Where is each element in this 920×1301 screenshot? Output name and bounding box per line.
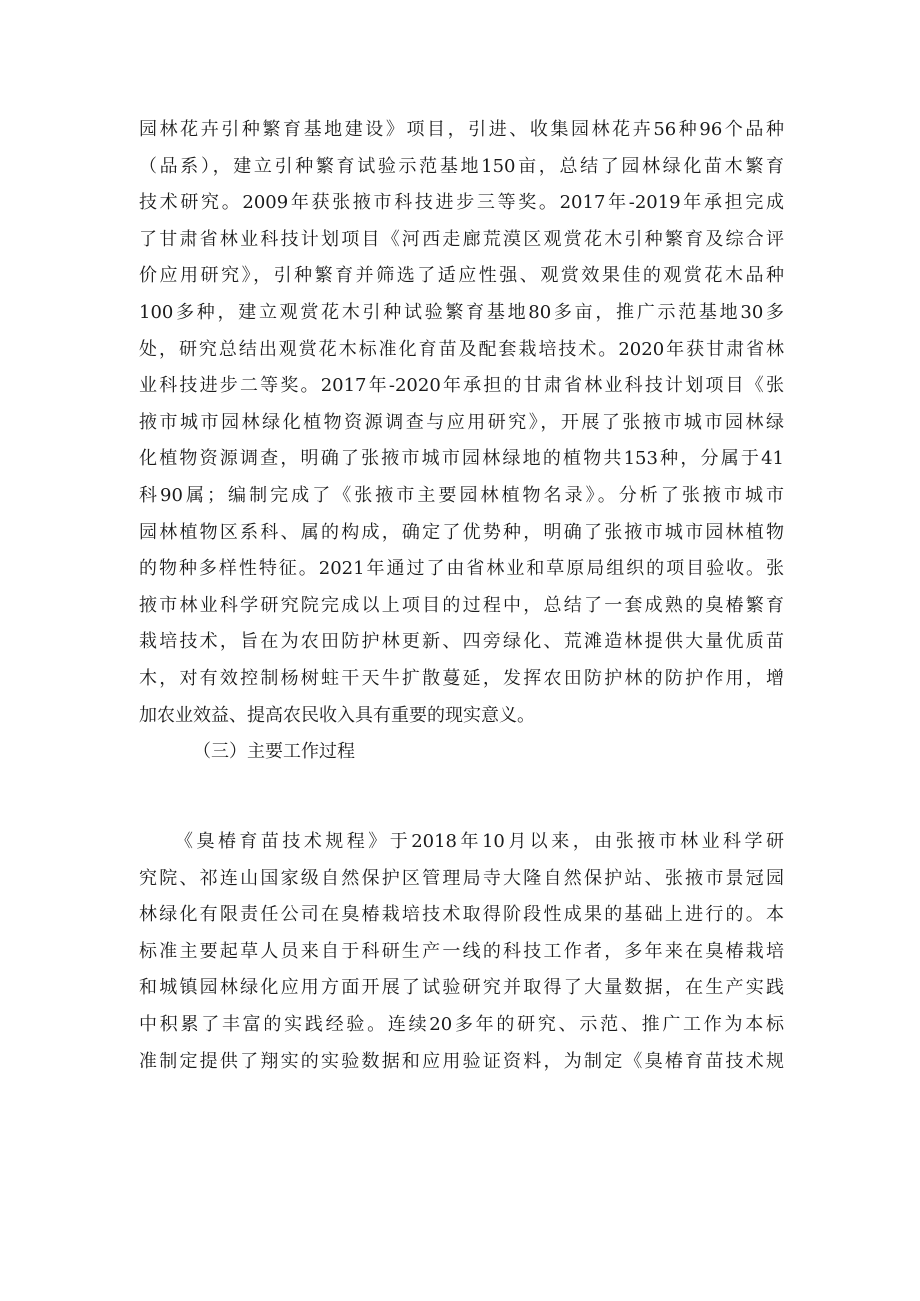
paragraph-line: 木，对有效控制杨树蛀干天牛扩散蔓延，发挥农田防护林的防护作用，增 <box>139 667 784 689</box>
paragraph-line: 加农业效益、提高农民收入具有重要的现实意义。 <box>139 704 535 726</box>
paragraph-line: 的物种多样性特征。2021年通过了由省林业和草原局组织的项目验收。张 <box>139 558 784 580</box>
paragraph-line: 园林花卉引种繁育基地建设》项目，引进、收集园林花卉56种96个品种 <box>139 119 784 140</box>
section-heading: （三）主要工作过程 <box>193 741 355 763</box>
paragraph-line: 标准主要起草人员来自于科研生产一线的科技工作者，多年来在臭椿栽培 <box>139 940 784 962</box>
paragraph-line: 化植物资源调查，明确了张掖市城市园林绿地的植物共153种，分属于41 <box>139 448 784 470</box>
paragraph-line: 林绿化有限责任公司在臭椿栽培技术取得阶段性成果的基础上进行的。本 <box>139 904 784 926</box>
paragraph-line: 价应用研究》，引种繁育并筛选了适应性强、观赏效果佳的观赏花木品种 <box>139 265 784 287</box>
paragraph-line: 处，研究总结出观赏花木标准化育苗及配套栽培技术。2020年获甘肃省林 <box>139 338 784 360</box>
paragraph-line: 掖市林业科学研究院完成以上项目的过程中，总结了一套成熟的臭椿繁育 <box>139 594 784 616</box>
paragraph-line: 100多种，建立观赏花木引种试验繁育基地80多亩，推广示范基地30多 <box>139 301 784 323</box>
paragraph-line: 和城镇园林绿化应用方面开展了试验研究并取得了大量数据，在生产实践 <box>139 977 784 999</box>
body-text <box>139 112 784 771</box>
paragraph-line: 《臭椿育苗技术规程》于2018年10月以来，由张掖市林业科学研 <box>175 831 784 852</box>
paragraph-line: （品系），建立引种繁育试验示范基地150亩，总结了园林绿化苗木繁育 <box>139 155 784 177</box>
paragraph-line: 技术研究。2009年获张掖市科技进步三等奖。2017年-2019年承担完成 <box>139 192 784 214</box>
body-text <box>139 824 784 1080</box>
paragraph-line: 科90属；编制完成了《张掖市主要园林植物名录》。分析了张掖市城市 <box>139 484 784 506</box>
paragraph-line: 准制定提供了翔实的实验数据和应用验证资料，为制定《臭椿育苗技术规 <box>139 1050 784 1072</box>
paragraph-line: 业科技进步二等奖。2017年-2020年承担的甘肃省林业科技计划项目《张 <box>139 375 784 397</box>
paragraph-line: 中积累了丰富的实践经验。连续20多年的研究、示范、推广工作为本标 <box>139 1013 784 1035</box>
paragraph-line: 了甘肃省林业科技计划项目《河西走廊荒漠区观赏花木引种繁育及综合评 <box>139 228 784 250</box>
paragraph-line: 究院、祁连山国家级自然保护区管理局寺大隆自然保护站、张掖市景冠园 <box>139 867 784 889</box>
paragraph-line: 栽培技术，旨在为农田防护林更新、四旁绿化、荒滩造林提供大量优质苗 <box>139 631 784 653</box>
paragraph-line: 掖市城市园林绿化植物资源调查与应用研究》，开展了张掖市城市园林绿 <box>139 411 784 433</box>
paragraph-line: 园林植物区系科、属的构成，确定了优势种，明确了张掖市城市园林植物 <box>139 521 784 543</box>
